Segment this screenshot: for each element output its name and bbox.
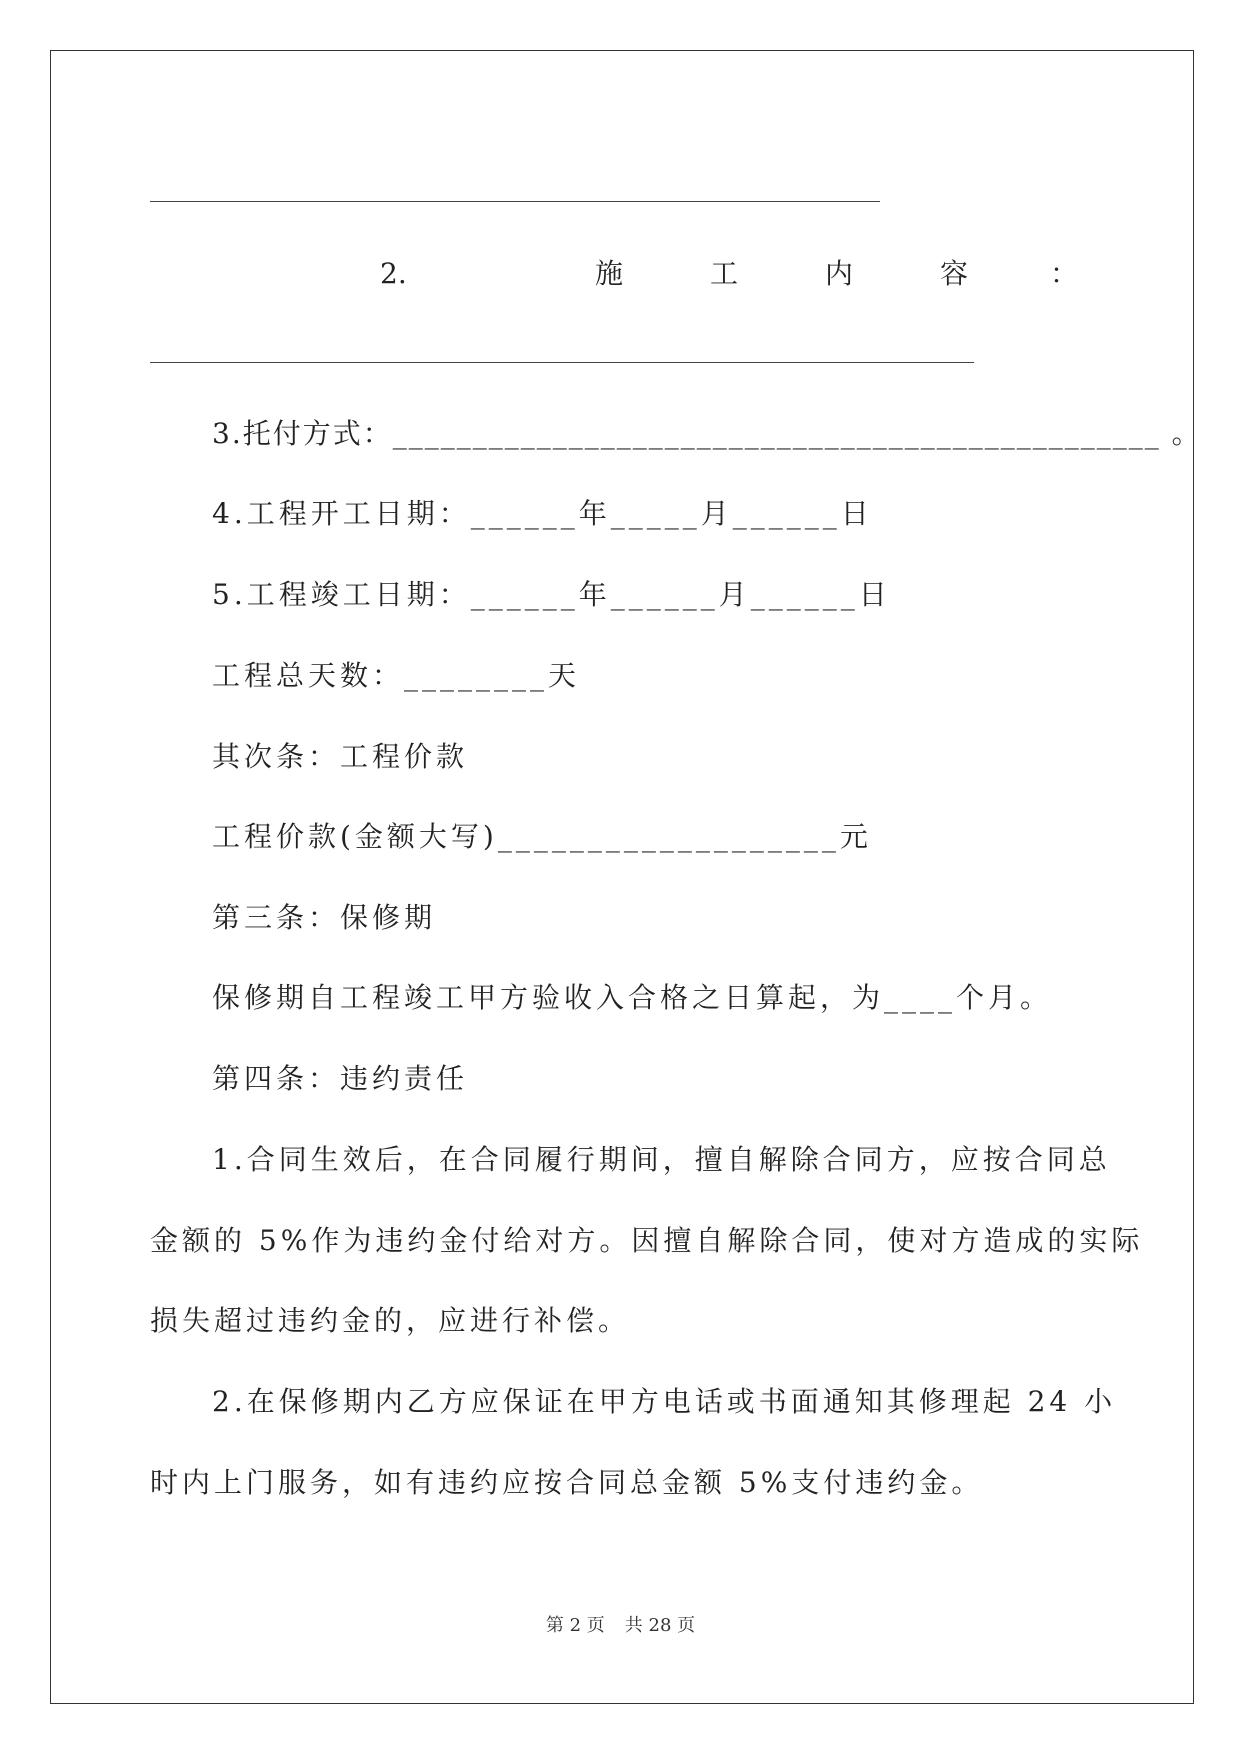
price-amount-line: 工程价款(金额大写)___________________元: [212, 820, 872, 853]
page-number: 第 2 页: [545, 1615, 605, 1636]
clause-1-line-1: 1.合同生效后，在合同履行期间，擅自解除合同方，应按合同总: [212, 1143, 1111, 1176]
total-days-line: 工程总天数：________天: [212, 659, 581, 692]
heading-char-3: 内: [825, 257, 854, 290]
clause-2-line-1: 2.在保修期内乙方应保证在甲方电话或书面通知其修理起 24 小: [212, 1385, 1117, 1418]
warranty-period-line: 保修期自工程竣工甲方验收入合格之日算起，为____个月。: [212, 981, 1053, 1014]
blank-fill-line-1: [150, 201, 880, 202]
page-border: [50, 50, 1194, 1704]
heading-char-2: 工: [710, 257, 739, 290]
construction-content-heading: [150, 254, 1079, 294]
clause-1-line-3: 损失超过违约金的，应进行补偿。: [150, 1304, 631, 1337]
heading-colon: ：: [1050, 257, 1079, 290]
article-4-heading: 第四条：违约责任: [212, 1062, 469, 1095]
page-footer: [0, 1614, 1241, 1638]
total-pages: 共 28 页: [624, 1615, 696, 1636]
start-date-line: 4.工程开工日期：______年_____月______日: [212, 497, 873, 530]
completion-date-line: 5.工程竣工日期：______年______月______日: [212, 578, 891, 611]
payment-method-line: 3.托付方式：________________________________________________ 。: [212, 417, 1202, 450]
heading-char-1: 施: [595, 257, 624, 290]
clause-2-line-2: 时内上门服务，如有违约应按合同总金额 5%支付违约金。: [150, 1466, 984, 1499]
article-3-heading: 第三条：保修期: [212, 901, 437, 934]
heading-number: 2.: [380, 257, 407, 290]
heading-char-4: 容: [940, 257, 969, 290]
article-2-heading: 其次条：工程价款: [212, 740, 469, 773]
clause-1-line-2: 金额的 5%作为违约金付给对方。因擅自解除合同，使对方造成的实际: [150, 1224, 1144, 1257]
blank-fill-line-2: [150, 362, 974, 363]
